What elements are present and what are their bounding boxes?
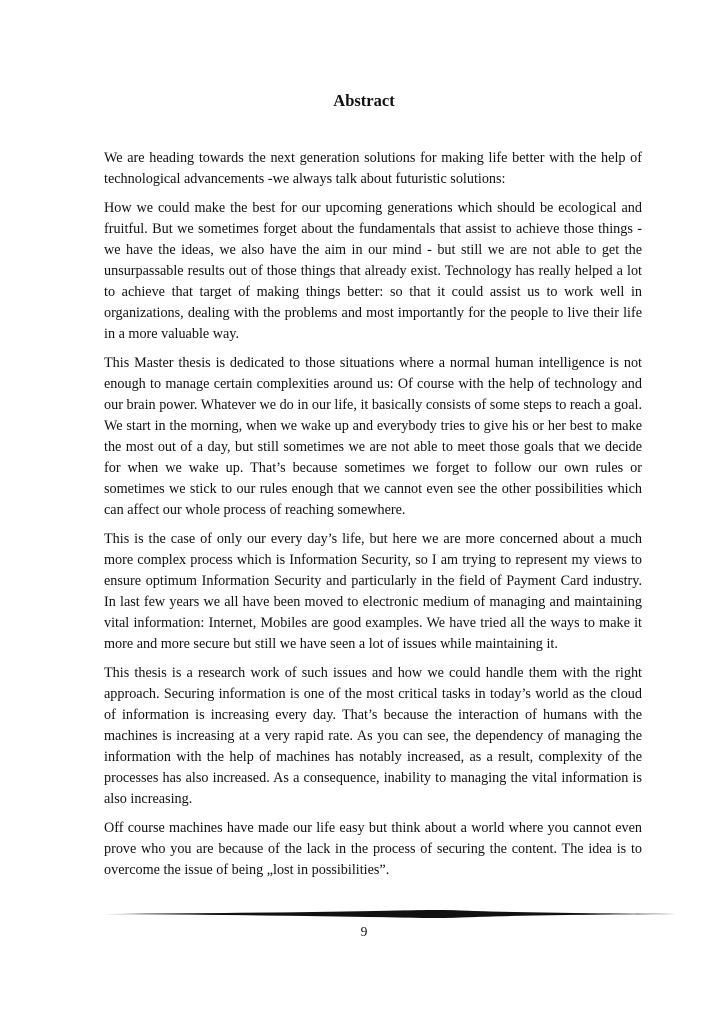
paragraph-thesis-purpose: This Master thesis is dedicated to those situations where a normal human intelligence is not enough to manage certain complexities around us: Of course with the help of technology and our brain power. Whatever we do in our life, it basically consists of some steps to reach a goal. We start in the morning, when we wake up and everybody tries to give his or her best to make the most out of a day, but still sometimes we are not able to meet those goals that we decide for when we wake up. That’s because sometimes we forget to follow our own rules or sometimes we stick to our rules enough that we cannot even see the other possibilities which can affect our whole process of reaching somewhere.: [104, 355, 642, 518]
page-number: 9: [360, 924, 368, 939]
paragraph-conclusion: Off course machines have made our life easy but think about a world where you cannot even prove who you are because of the lack in the process of securing the content. The idea is to overcome the issue of being „lost in possibilities”.: [104, 820, 642, 878]
page-title: Abstract: [333, 91, 395, 110]
paragraph-research-work: This thesis is a research work of such issues and how we could handle them with the right approach. Securing information is one of the most critical tasks in today’s world as the cloud of information is increasing every day. That’s because the interaction of humans with the machines is increasing at a very rapid rate. As you can see, the dependency of managing the information with the help of machines has notably increased, as a result, complexity of the processes has also increased. As a consequence, inability to managing the vital information is also increasing.: [104, 665, 642, 807]
paragraph-intro: We are heading towards the next generation solutions for making life better with the help of technological advancements -we always talk about futuristic solutions:: [104, 150, 642, 187]
paragraph-generations: How we could make the best for our upcoming generations which should be ecological and fruitful. But we sometimes forget about the fundamentals that assist to achieve those things - we have the ideas, we also have the aim in our mind - but still we are not able to get the unsurpassable results out of those things that already exist. Technology has really helped a lot to achieve that target of making things better: so that it could assist us to work well in organizations, dealing with the problems and most importantly for the people to live their life in a more valuable way.: [104, 200, 642, 342]
abstract-body: [104, 148, 642, 889]
footer-divider: [104, 908, 676, 920]
paragraph-information-security: This is the case of only our every day’s life, but here we are more concerned about a much more complex process which is Information Security, so I am trying to represent my views to ensure optimum Information Security and particularly in the field of Payment Card industry. In last few years we all have been moved to electronic medium of managing and maintaining vital information: Internet, Mobiles are good examples. We have tried all the ways to make it more and more secure but still we have seen a lot of issues while maintaining it.: [104, 531, 642, 652]
